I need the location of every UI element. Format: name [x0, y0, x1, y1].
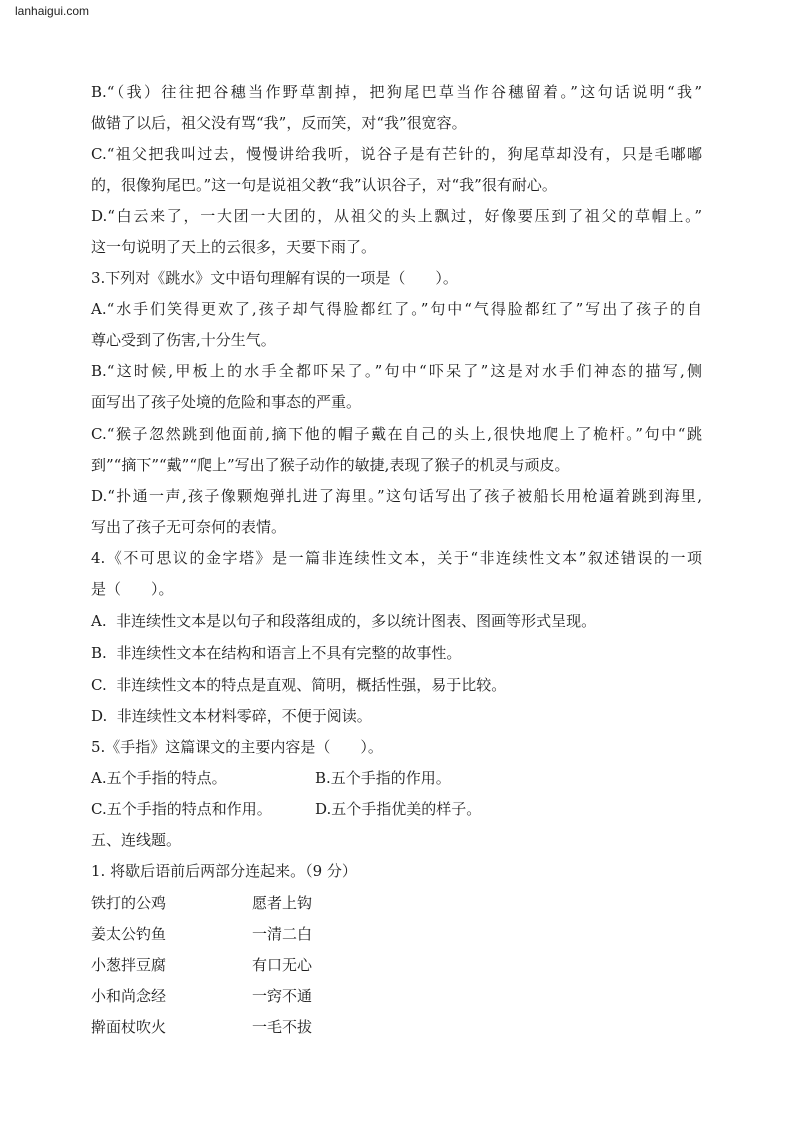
q5-option-a: A.五个手指的特点。 [91, 769, 227, 787]
q4-option-b: B. 非连续性文本在结构和语言上不具有完整的故事性。 [91, 644, 462, 662]
q2-option-b-line-1: B.“（我）往往把谷穗当作野草割掉，把狗尾巴草当作谷穗留着。”这句话说明“我” [91, 83, 702, 101]
q2-option-c-line-1: C.“祖父把我叫过去，慢慢讲给我听，说谷子是有芒针的，狗尾草却没有，只是毛嘟嘟 [91, 145, 702, 163]
q3-option-d-line-2: 写出了孩子无可奈何的表情。 [91, 518, 287, 536]
q5-stem: 5.《手指》这篇课文的主要内容是（ ）。 [91, 738, 383, 756]
matching-right-item: 愿者上钩 [252, 894, 313, 912]
matching-left-item: 铁打的公鸡 [91, 894, 167, 912]
q3-option-b-line-1: B.“这时候,甲板上的水手全都吓呆了。”句中“吓呆了”这是对水手们神态的描写,侧 [91, 362, 702, 380]
matching-left-item: 小和尚念经 [91, 987, 167, 1005]
q3-option-b-line-2: 面写出了孩子处境的危险和事态的严重。 [91, 393, 362, 411]
matching-left-item: 小葱拌豆腐 [91, 956, 167, 974]
section-title: 五、连线题。 [91, 831, 182, 849]
q5-option-d: D.五个手指优美的样子。 [315, 800, 482, 818]
q3-option-c-line-2: 到”“摘下”“戴”“爬上”写出了猴子动作的敏捷,表现了猴子的机灵与顽皮。 [91, 456, 570, 474]
site-watermark: lanhaigui.com [15, 4, 90, 18]
q3-option-c-line-1: C.“猴子忽然跳到他面前,摘下他的帽子戴在自己的头上,很快地爬上了桅杆。”句中“跳 [91, 425, 702, 443]
matching-right-item: 一毛不拔 [252, 1018, 313, 1036]
q4-stem-line-2: 是（ ）。 [91, 580, 174, 598]
q4-option-c: C. 非连续性文本的特点是直观、简明，概括性强，易于比较。 [91, 676, 507, 694]
q2-option-d-line-2: 这一句说明了天上的云很多，天要下雨了。 [91, 238, 377, 256]
q5-option-b: B.五个手指的作用。 [315, 769, 451, 787]
q3-stem: 3.下列对《跳水》文中语句理解有误的一项是（ ）。 [91, 269, 458, 287]
q3-option-a-line-2: 尊心受到了伤害,十分生气。 [91, 331, 276, 349]
matching-right-item: 一窍不通 [252, 987, 313, 1005]
q4-option-d: D. 非连续性文本材料零碎，不便于阅读。 [91, 707, 372, 725]
q3-option-a-line-1: A.“水手们笑得更欢了,孩子却气得脸都红了。”句中“气得脸都红了”写出了孩子的自 [91, 300, 702, 318]
q2-option-d-line-1: D.“白云来了，一大团一大团的，从祖父的头上飘过，好像要压到了祖父的草帽上。” [91, 207, 702, 225]
q2-option-b-line-2: 做错了以后，祖父没有骂“我”，反而笑，对“我”很宽容。 [91, 114, 467, 132]
matching-question-stem: 1. 将歇后语前后两部分连起来。（9 分） [91, 862, 357, 880]
matching-left-item: 姜太公钓鱼 [91, 925, 167, 943]
q2-option-c-line-2: 的，很像狗尾巴。”这一句是说祖父教“我”认识谷子，对“我”很有耐心。 [91, 176, 557, 194]
matching-left-item: 擀面杖吹火 [91, 1018, 167, 1036]
matching-right-item: 有口无心 [252, 956, 313, 974]
matching-right-item: 一清二白 [252, 925, 313, 943]
q5-option-c: C.五个手指的特点和作用。 [91, 800, 272, 818]
q3-option-d-line-1: D.“扑通一声,孩子像颗炮弹扎进了海里。”这句话写出了孩子被船长用枪逼着跳到海里, [91, 487, 702, 505]
q4-stem-line-1: 4.《不可思议的金字塔》是一篇非连续性文本，关于“非连续性文本”叙述错误的一项 [91, 549, 702, 567]
q4-option-a: A. 非连续性文本是以句子和段落组成的，多以统计图表、图画等形式呈现。 [91, 612, 597, 630]
